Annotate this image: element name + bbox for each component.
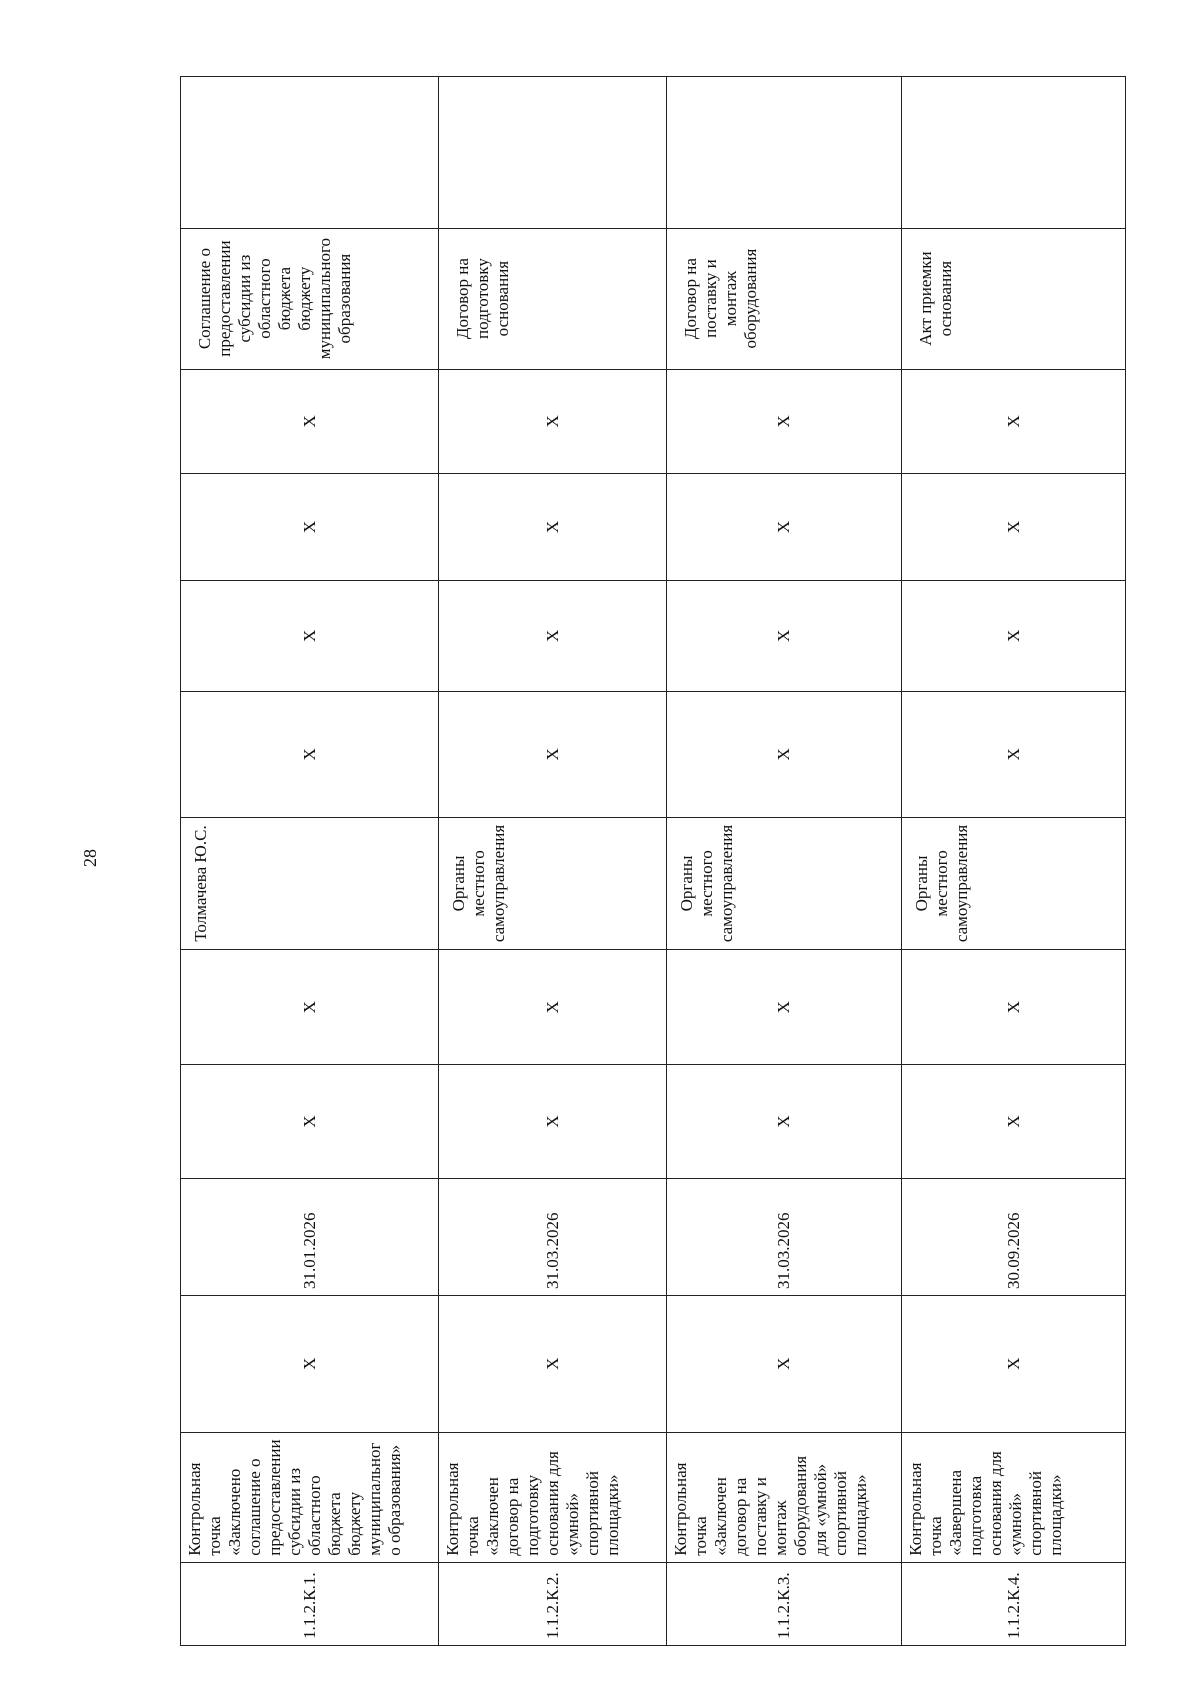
table-row [667,77,902,1646]
cell-empty [439,77,667,229]
row-name: Контрольная точка «Завершена подготовка основания для «умной» спортивной площадки» [902,1432,1126,1562]
cell-x: X [902,580,1126,691]
cell-x: X [667,950,902,1065]
row-code: 1.1.2.К.2. [439,1562,667,1645]
cell-x: X [902,369,1126,474]
row-document: Договор на подготовку основания [439,228,667,369]
row-responsible: Органы местного самоуправления [902,817,1126,949]
row-code: 1.1.2.К.1. [181,1562,439,1645]
row-responsible: Органы местного самоуправления [439,817,667,949]
row-name: Контрольная точка «Заключен договор на подготовку основания для «умной» спортивной площадки» [439,1432,667,1562]
row-document: Соглашение о предоставлении субсидии из областного бюджета бюджету муниципального образования [181,228,439,369]
control-points-table [180,76,1126,1646]
cell-x: X [439,580,667,691]
cell-x: X [439,950,667,1065]
row-code: 1.1.2.К.4. [902,1562,1126,1645]
page-number: 28 [80,849,100,867]
cell-x: X [439,691,667,817]
row-document: Акт приемки основания [902,228,1126,369]
row-code: 1.1.2.К.3. [667,1562,902,1645]
row-responsible: Толмачева Ю.С. [181,817,439,949]
row-date: 31.03.2026 [667,1178,902,1295]
cell-x: X [667,369,902,474]
row-name: Контрольная точка «Заключен договор на поставку и монтаж оборудования для «умной» спортивной площадки» [667,1432,902,1562]
cell-empty [181,77,439,229]
cell-x: X [902,1295,1126,1432]
cell-x: X [667,1295,902,1432]
row-name: Контрольная точка «Заключено соглашение о предоставлении субсидии из областного бюджета бюджету муниципального образования» [181,1432,439,1562]
table-row [181,77,439,1646]
cell-x: X [439,1065,667,1178]
cell-x: X [667,1065,902,1178]
rotated-table-container [180,76,1125,1646]
row-document: Договор на поставку и монтаж оборудования [667,228,902,369]
cell-empty [902,77,1126,229]
cell-x: X [181,691,439,817]
cell-x: X [439,474,667,581]
cell-empty [667,77,902,229]
cell-x: X [902,950,1126,1065]
cell-x: X [439,1295,667,1432]
row-responsible: Органы местного самоуправления [667,817,902,949]
cell-x: X [439,369,667,474]
row-date: 31.03.2026 [439,1178,667,1295]
cell-x: X [902,691,1126,817]
cell-x: X [181,950,439,1065]
cell-x: X [902,474,1126,581]
cell-x: X [667,691,902,817]
cell-x: X [181,1065,439,1178]
cell-x: X [667,474,902,581]
table-row [902,77,1126,1646]
cell-x: X [902,1065,1126,1178]
cell-x: X [181,580,439,691]
cell-x: X [667,580,902,691]
cell-x: X [181,474,439,581]
row-date: 30.09.2026 [902,1178,1126,1295]
table-row [439,77,667,1646]
row-date: 31.01.2026 [181,1178,439,1295]
cell-x: X [181,369,439,474]
cell-x: X [181,1295,439,1432]
